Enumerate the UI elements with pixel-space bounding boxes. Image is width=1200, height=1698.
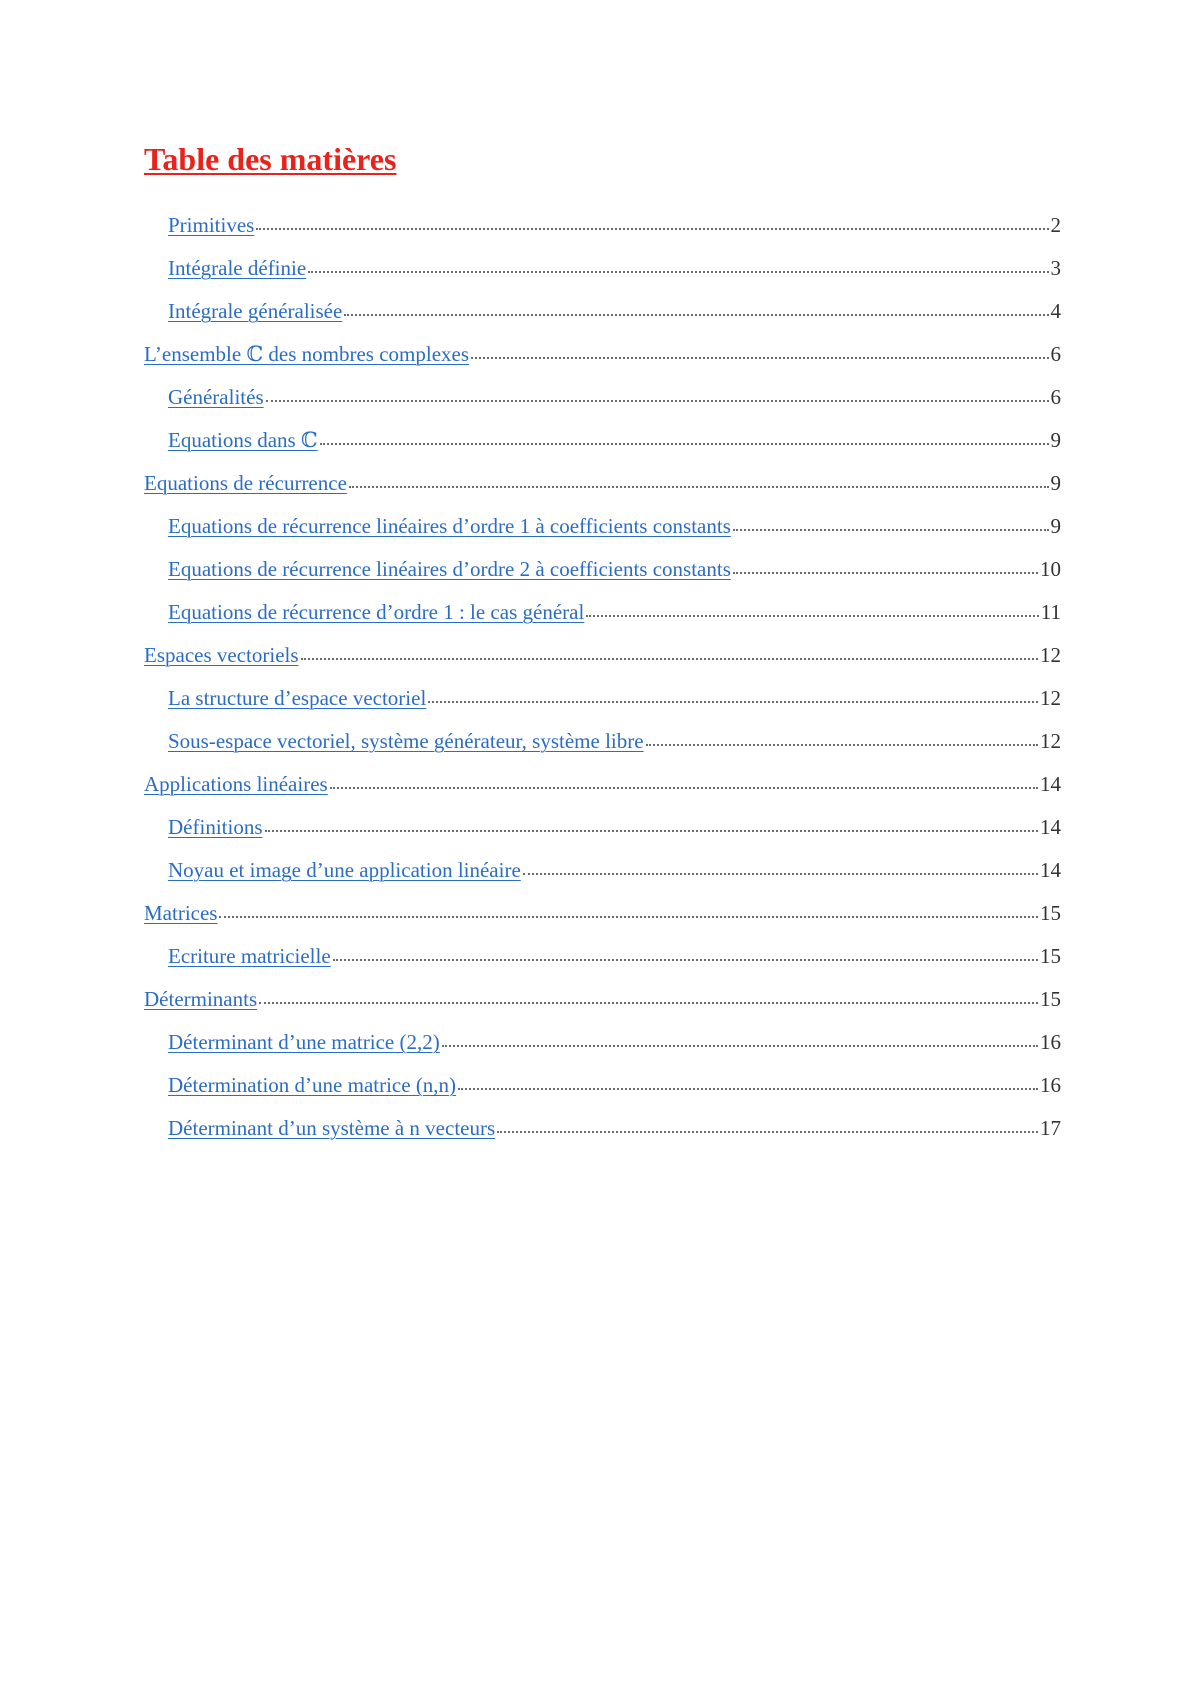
toc-page-number: 14: [1040, 772, 1061, 796]
toc-entry-determinants[interactable]: [144, 978, 1061, 1021]
toc-page-number: 16: [1040, 1030, 1061, 1054]
toc-link[interactable]: Définitions: [168, 815, 263, 839]
toc-entry-applications-lineaires[interactable]: [144, 763, 1061, 806]
dot-leader: [349, 485, 1049, 488]
toc-link[interactable]: Equations de récurrence d’ordre 1 : le cas général: [168, 600, 585, 624]
toc-page-number: 9: [1050, 514, 1061, 538]
toc-link[interactable]: La structure d’espace vectoriel: [168, 686, 427, 710]
toc-page-number: 2: [1050, 213, 1061, 237]
toc-link[interactable]: Détermination d’une matrice (n,n): [168, 1073, 457, 1097]
toc-page-number: 12: [1040, 643, 1061, 667]
toc-link[interactable]: Déterminant d’une matrice (2,2): [168, 1030, 440, 1054]
toc-link[interactable]: Intégrale définie: [168, 256, 307, 280]
toc-entry-equations-recurrence[interactable]: [144, 462, 1061, 505]
dot-leader: [586, 614, 1038, 617]
toc-entry-ecriture-matricielle[interactable]: [144, 935, 1061, 978]
toc-page-number: 6: [1050, 342, 1061, 366]
dot-leader: [330, 786, 1038, 789]
dot-leader: [333, 958, 1038, 961]
toc-entry-determination-matrice-nxn[interactable]: [144, 1064, 1061, 1107]
toc-title: Table des matières: [144, 141, 397, 177]
toc-link[interactable]: Primitives: [168, 213, 255, 237]
dot-leader: [301, 657, 1038, 660]
dot-leader: [266, 399, 1049, 402]
toc-entry-determinant-matrice-2x2[interactable]: [144, 1021, 1061, 1064]
toc-link[interactable]: L’ensemble ℂ des nombres complexes: [144, 342, 470, 366]
toc-page-number: 9: [1050, 428, 1061, 452]
toc-entry-integrale-generalisee[interactable]: [144, 290, 1061, 333]
toc-entry-definitions[interactable]: [144, 806, 1061, 849]
dot-leader: [259, 1001, 1038, 1004]
toc-list: [144, 204, 1061, 1150]
dot-leader: [256, 227, 1048, 230]
toc-page-number: 15: [1040, 987, 1061, 1011]
toc-entry-nombres-complexes[interactable]: [144, 333, 1061, 376]
dot-leader: [265, 829, 1039, 832]
toc-link[interactable]: Applications linéaires: [144, 772, 328, 796]
toc-page-number: 17: [1040, 1116, 1061, 1140]
toc-link[interactable]: Equations de récurrence linéaires d’ordre 2 à coefficients constants: [168, 557, 731, 581]
toc-link[interactable]: Equations dans ℂ: [168, 428, 318, 452]
toc-entry-recurrence-cas-general[interactable]: [144, 591, 1061, 634]
toc-entry-determinant-systeme-vecteurs[interactable]: [144, 1107, 1061, 1150]
dot-leader: [523, 872, 1038, 875]
toc-page-number: 9: [1050, 471, 1061, 495]
dot-leader: [428, 700, 1038, 703]
toc-link[interactable]: Déterminant d’un système à n vecteurs: [168, 1116, 496, 1140]
toc-entry-generalites[interactable]: [144, 376, 1061, 419]
toc-entry-structure-espace-vectoriel[interactable]: [144, 677, 1061, 720]
dot-leader: [471, 356, 1048, 359]
dot-leader: [219, 915, 1038, 918]
toc-entry-recurrence-ordre-2[interactable]: [144, 548, 1061, 591]
toc-link[interactable]: Déterminants: [144, 987, 258, 1011]
toc-page-number: 16: [1040, 1073, 1061, 1097]
toc-page-number: 12: [1040, 686, 1061, 710]
toc-page-number: 10: [1040, 557, 1061, 581]
toc-entry-equations-dans-c[interactable]: [144, 419, 1061, 462]
dot-leader: [344, 313, 1048, 316]
dot-leader: [458, 1087, 1038, 1090]
dot-leader: [646, 743, 1038, 746]
toc-entry-sous-espace-vectoriel[interactable]: [144, 720, 1061, 763]
toc-entry-espaces-vectoriels[interactable]: [144, 634, 1061, 677]
toc-page-number: 6: [1050, 385, 1061, 409]
toc-link[interactable]: Equations de récurrence: [144, 471, 347, 495]
toc-link[interactable]: Matrices: [144, 901, 218, 925]
toc-entry-primitives[interactable]: [144, 204, 1061, 247]
dot-leader: [308, 270, 1048, 273]
toc-page-number: 12: [1040, 729, 1061, 753]
toc-page-number: 15: [1040, 901, 1061, 925]
toc-link[interactable]: Sous-espace vectoriel, système générateur, système libre: [168, 729, 644, 753]
dot-leader: [497, 1130, 1038, 1133]
toc-page-number: 11: [1040, 600, 1061, 624]
dot-leader: [733, 571, 1038, 574]
toc-entry-integrale-definie[interactable]: [144, 247, 1061, 290]
toc-link[interactable]: Noyau et image d’une application linéaire: [168, 858, 521, 882]
toc-link[interactable]: Ecriture matricielle: [168, 944, 331, 968]
toc-page-number: 15: [1040, 944, 1061, 968]
toc-page-number: 3: [1050, 256, 1061, 280]
dot-leader: [320, 442, 1049, 445]
toc-entry-recurrence-ordre-1[interactable]: [144, 505, 1061, 548]
toc-link[interactable]: Généralités: [168, 385, 264, 409]
toc-entry-noyau-image[interactable]: [144, 849, 1061, 892]
toc-link[interactable]: Intégrale généralisée: [168, 299, 343, 323]
dot-leader: [442, 1044, 1038, 1047]
toc-link[interactable]: Espaces vectoriels: [144, 643, 299, 667]
toc-page-number: 4: [1050, 299, 1061, 323]
dot-leader: [733, 528, 1049, 531]
toc-page-number: 14: [1040, 815, 1061, 839]
toc-page-number: 14: [1040, 858, 1061, 882]
toc-entry-matrices[interactable]: [144, 892, 1061, 935]
toc-link[interactable]: Equations de récurrence linéaires d’ordre 1 à coefficients constants: [168, 514, 731, 538]
